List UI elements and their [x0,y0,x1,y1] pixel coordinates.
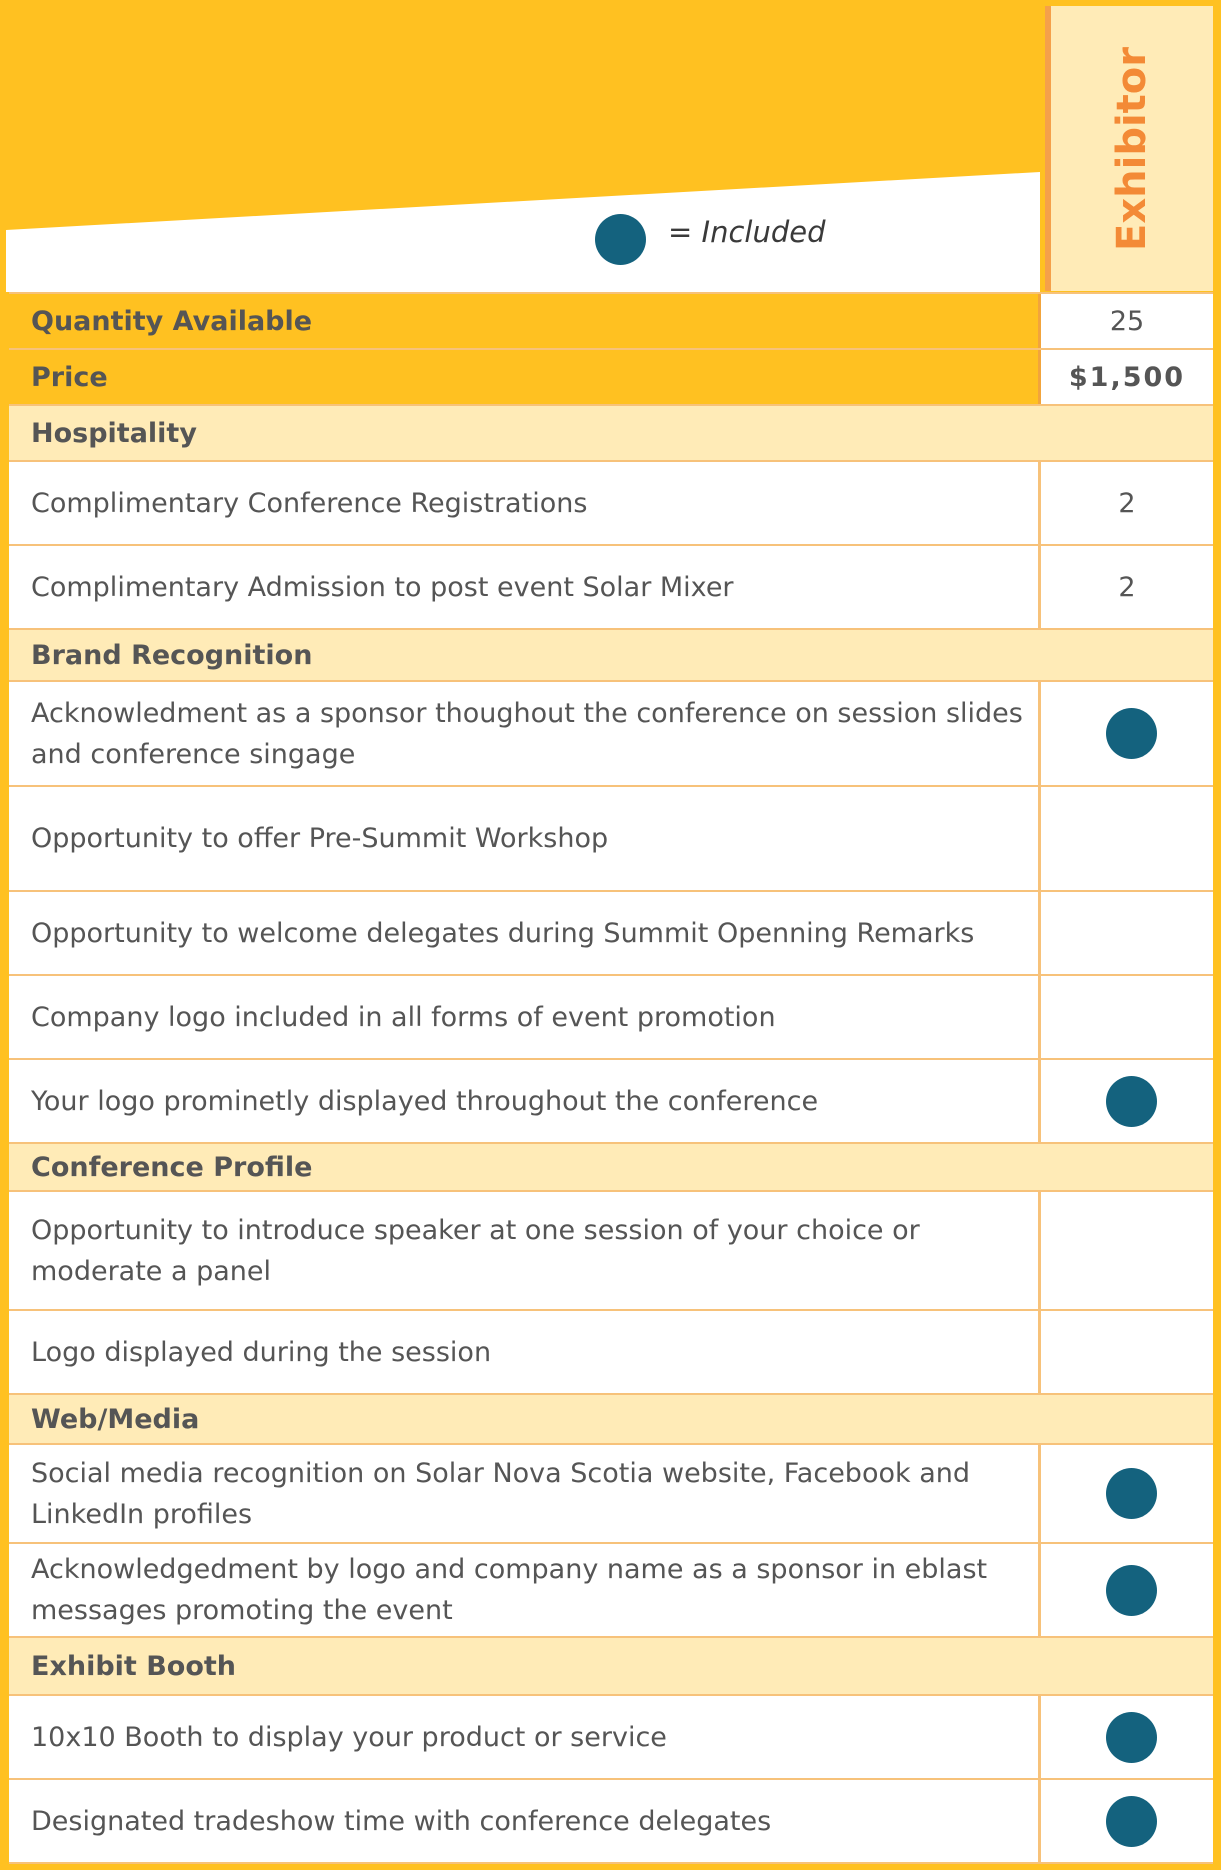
included-legend-dot-icon [595,214,646,265]
table-row [9,1696,1213,1780]
table-row [9,462,1213,546]
table-row [9,682,1213,787]
benefit-value [1041,787,1213,890]
section-title: Exhibit Booth [31,1650,237,1682]
benefit-value [1041,1311,1213,1393]
section-hospitality [9,406,1213,462]
table-row [9,892,1213,976]
table-row [9,1445,1213,1544]
benefit-label: 10x10 Booth to display your product or service [9,1696,1041,1778]
table-row [9,787,1213,892]
benefit-label: Company logo included in all forms of event promotion [9,976,1041,1058]
benefit-value [1041,976,1213,1058]
section-title: Hospitality [31,417,197,449]
section-brand-recognition [9,630,1213,682]
benefit-label: Opportunity to offer Pre-Summit Workshop [9,787,1041,890]
column-header-exhibitor [1045,6,1213,291]
table-row [9,1060,1213,1144]
included-dot-icon [1106,708,1157,759]
benefit-label: Acknowledgedment by logo and company name as a sponsor in eblast messages promoting the event [9,1544,1041,1636]
benefit-value [1041,1780,1213,1862]
benefits-table [9,292,1213,1864]
benefit-label: Social media recognition on Solar Nova Scotia website, Facebook and LinkedIn profiles [9,1445,1041,1542]
benefit-label: Designated tradeshow time with conference delegates [9,1780,1041,1862]
included-dot-icon [1106,1712,1157,1763]
section-exhibit-booth [9,1638,1213,1696]
benefit-label: Complimentary Conference Registrations [9,462,1041,544]
benefit-label: Acknowledment as a sponsor thoughout the conference on session slides and conference singage [9,682,1041,785]
benefit-label: Opportunity to introduce speaker at one session of your choice or moderate a panel [9,1192,1041,1309]
quantity-value: 25 [1041,294,1213,348]
table-row [9,1780,1213,1864]
benefit-label: Your logo prominetly displayed throughout the conference [9,1060,1041,1142]
table-row [9,976,1213,1060]
table-row [9,546,1213,630]
section-title: Conference Profile [31,1151,313,1183]
table-row [9,1311,1213,1395]
included-dot-icon [1106,1796,1157,1847]
price-value: $1,500 [1041,350,1213,404]
benefit-value [1041,1445,1213,1542]
header [0,0,1221,292]
benefit-value: 2 [1041,462,1213,544]
table-row [9,1192,1213,1311]
included-dot-icon [1106,1565,1157,1616]
benefit-label: Opportunity to welcome delegates during Summit Openning Remarks [9,892,1041,974]
benefit-label: Complimentary Admission to post event Solar Mixer [9,546,1041,628]
column-header-label: Exhibitor [1109,46,1155,251]
quantity-row [9,294,1213,350]
price-row [9,350,1213,406]
benefit-value: 2 [1041,546,1213,628]
benefit-value [1041,1696,1213,1778]
benefit-value [1041,892,1213,974]
benefit-label: Logo displayed during the session [9,1311,1041,1393]
benefit-value [1041,682,1213,785]
table-row [9,1544,1213,1638]
benefit-value [1041,1544,1213,1636]
price-label: Price [9,350,1041,404]
section-web-media [9,1395,1213,1445]
section-conference-profile [9,1144,1213,1192]
benefit-value [1041,1192,1213,1309]
included-dot-icon [1106,1076,1157,1127]
section-title: Brand Recognition [31,639,313,671]
benefit-value [1041,1060,1213,1142]
quantity-label: Quantity Available [9,294,1041,348]
included-dot-icon [1106,1468,1157,1519]
legend-label: = Included [668,215,826,249]
section-title: Web/Media [31,1403,200,1435]
